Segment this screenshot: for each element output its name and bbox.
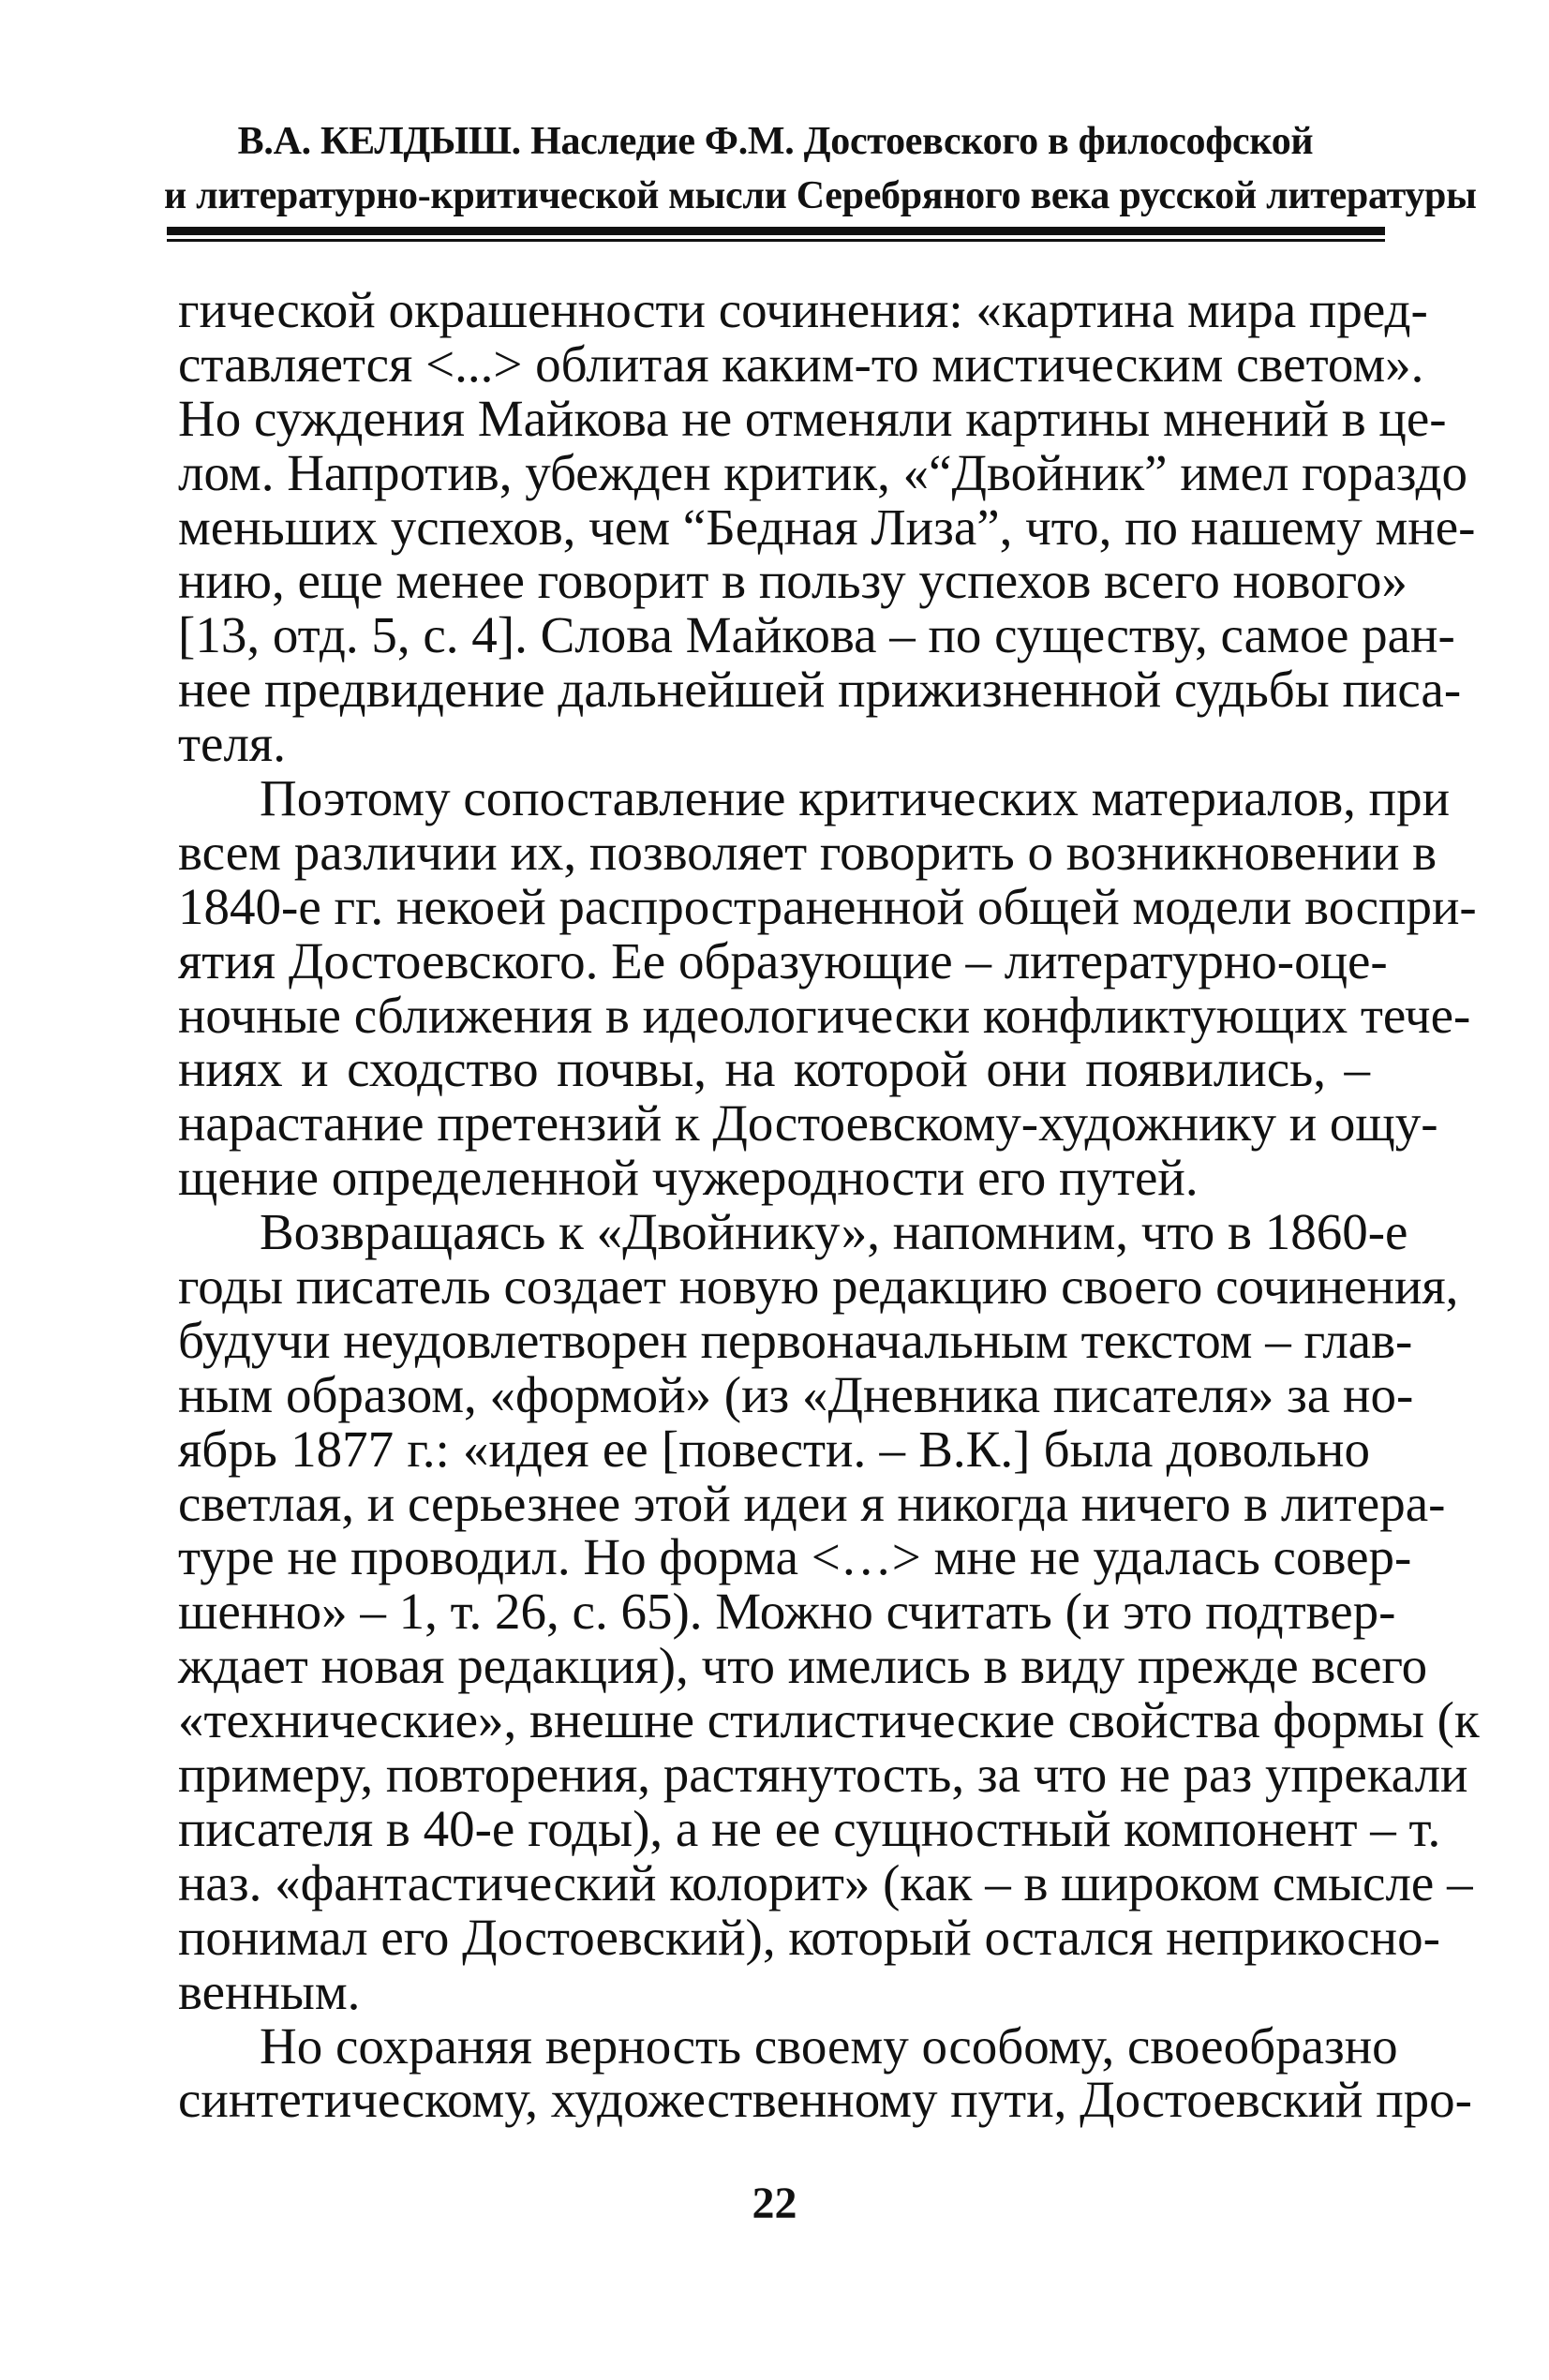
text-line: ночные сближения в идеологически конфликтующих тече- <box>178 986 1471 1044</box>
text-line: Но сохраняя верность своему особому, своеобразно <box>260 2016 1398 2075</box>
text-line: синтетическому, художественному пути, Достоевский про- <box>178 2071 1472 2129</box>
text-line: Но суждения Майкова не отменяли картины мнений в це- <box>178 389 1447 447</box>
header-rule-thick <box>167 227 1385 235</box>
text-line: [13, отд. 5, с. 4]. Слова Майкова – по существу, самое ран- <box>178 606 1455 664</box>
header-line-1: В.А. КЕЛДЫШ. Наследие Ф.М. Достоевского в философской <box>237 120 1314 163</box>
text-line: гической окрашенности сочинения: «картина мира пред- <box>178 281 1428 338</box>
text-line: ждает новая редакция), что имелись в виду прежде всего <box>178 1637 1428 1695</box>
header-line-2: и литературно-критической мысли Серебряного века русской литературы <box>164 174 1477 217</box>
text-line: всем различии их, позволяет говорить о возникновении в <box>178 823 1437 881</box>
text-line: ным образом, «формой» (из «Дневника писателя» за но- <box>178 1365 1414 1423</box>
text-line: нарастание претензий к Достоевскому-художнику и ощу- <box>178 1094 1438 1153</box>
text-line: 1840-е гг. некоей распространенной общей модели воспри- <box>178 877 1477 935</box>
running-header <box>164 114 1477 223</box>
text-line: ябрь 1877 г.: «идея ее [повести. – В.К.] была довольно <box>178 1420 1370 1478</box>
text-line: писателя в 40-е годы), а не ее сущностный компонент – т. <box>178 1799 1441 1857</box>
text-line: будучи неудовлетворен первоначальным текстом – глав- <box>178 1311 1413 1369</box>
text-line: «технические», внешне стилистические свойства формы (к <box>178 1691 1480 1749</box>
text-line: понимал его Достоевский), который остался неприкосно- <box>178 1908 1440 1966</box>
text-line: Поэтому сопоставление критических материалов, при <box>260 769 1451 827</box>
text-line: примеру, повторения, растянутость, за что не раз упрекали <box>178 1746 1468 1804</box>
text-line: лом. Напротив, убежден критик, «“Двойник” имел гораздо <box>178 443 1467 501</box>
text-line: ятия Достоевского. Ее образующие – литературно-оце- <box>178 931 1388 989</box>
text-line: щение определенной чужеродности его путей. <box>178 1149 1199 1207</box>
text-line: нию, еще менее говорит в пользу успехов всего нового» <box>178 552 1408 610</box>
text-line: шенно» – 1, т. 26, с. 65). Можно считать (и это подтвер- <box>178 1583 1396 1641</box>
text-line: ставляется <...> облитая каким-то мистическим светом». <box>178 335 1424 393</box>
text-line: нее предвидение дальнейшей прижизненной судьбы писа- <box>178 661 1462 719</box>
text-line: Возвращаясь к «Двойнику», напомним, что в 1860-е <box>260 1203 1408 1261</box>
header-rule-thin <box>167 239 1385 242</box>
text-line: теля. <box>178 715 286 773</box>
text-line: ниях и сходство почвы, на которой они появились, – <box>178 1040 1370 1098</box>
text-line: годы писатель создает новую редакцию своего сочинения, <box>178 1257 1459 1316</box>
text-line: меньших успехов, чем “Бедная Лиза”, что, по нашему мне- <box>178 498 1476 556</box>
body-text <box>178 281 1480 2129</box>
text-line: наз. «фантастический колорит» (как – в широком смысле – <box>178 1853 1473 1911</box>
text-line: светлая, и серьезнее этой идеи я никогда ничего в литера- <box>178 1474 1446 1532</box>
page-number: 22 <box>752 2179 797 2228</box>
text-line: туре не проводил. Но форма <…> мне не удалась совер- <box>178 1528 1412 1586</box>
text-line: венным. <box>178 1962 361 2020</box>
